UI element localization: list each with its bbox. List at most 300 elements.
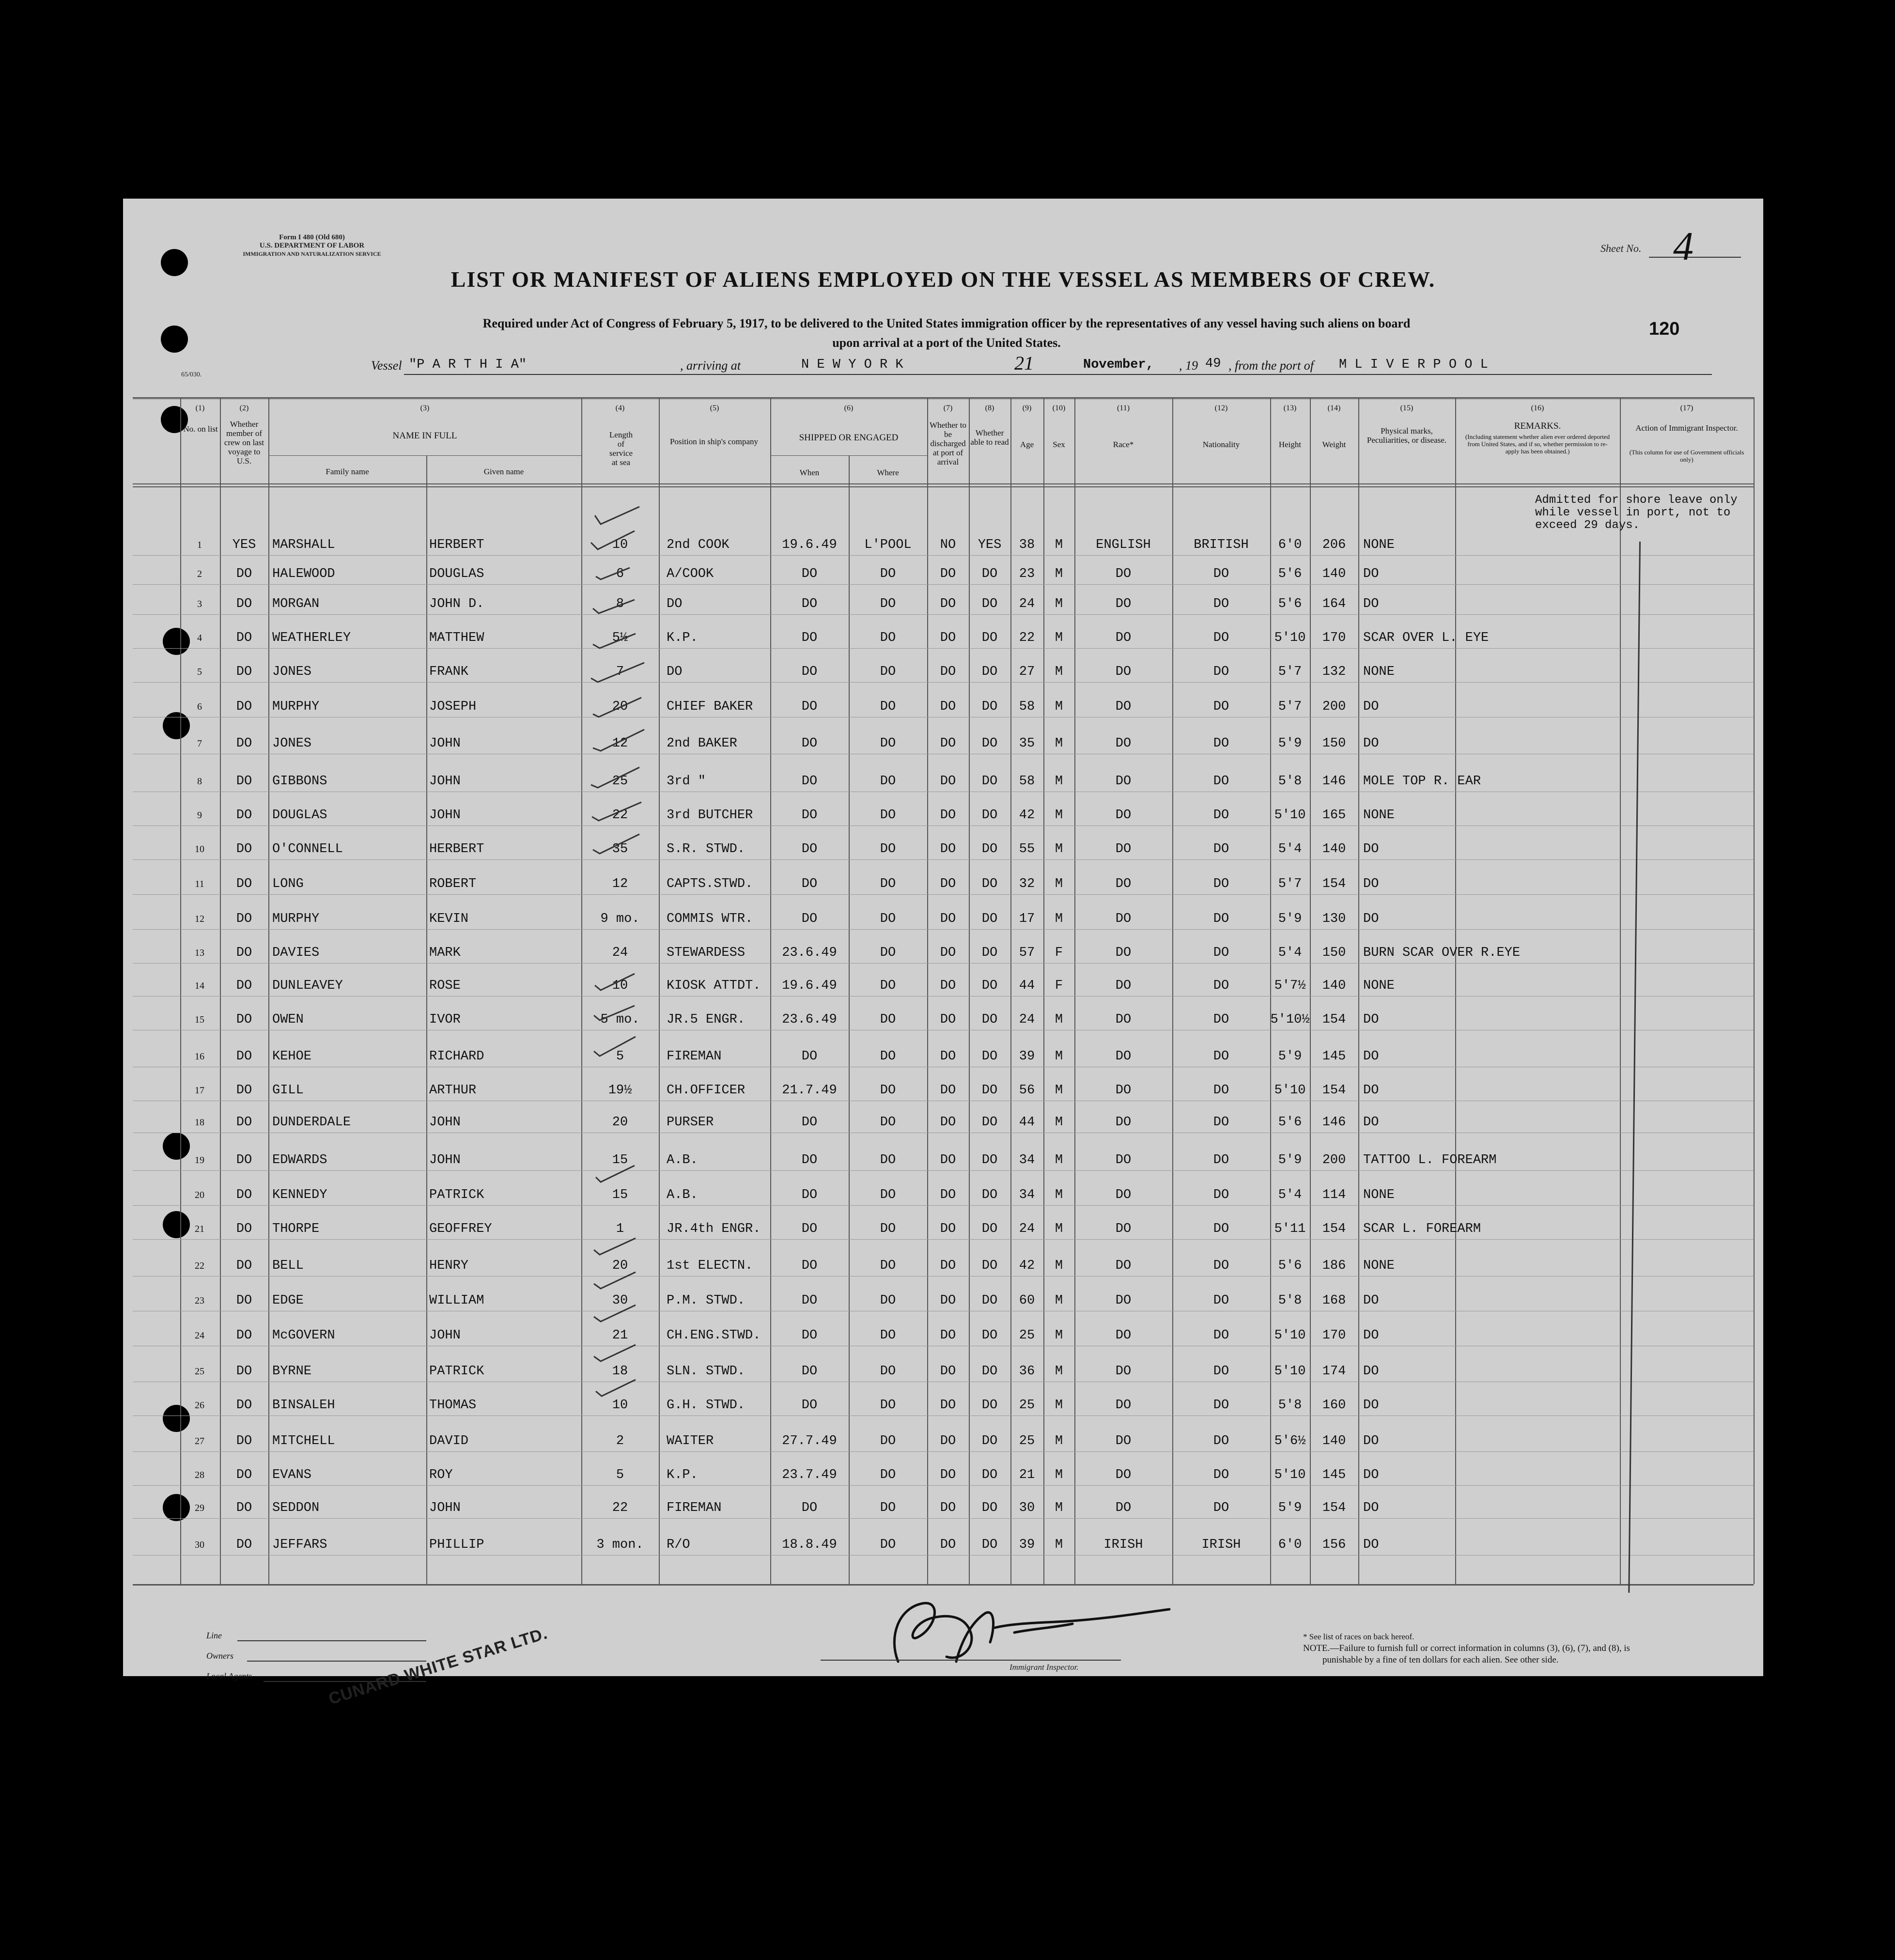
cell-marks: DO <box>1363 842 1379 856</box>
cell-weight: 170 <box>1322 1328 1346 1343</box>
cell-nat: DO <box>1213 1501 1229 1515</box>
col-8-number: (8) <box>985 404 994 412</box>
cell-given: ROY <box>429 1468 453 1482</box>
row-number: 13 <box>195 948 204 958</box>
cell-where: DO <box>880 877 896 891</box>
cell-position: COMMIS WTR. <box>667 912 753 926</box>
cell-race: DO <box>1115 1049 1132 1064</box>
cell-disch: DO <box>940 877 956 891</box>
cell-weight: 150 <box>1322 946 1346 960</box>
cell-service: 5 mo. <box>600 1012 640 1027</box>
row-number: 23 <box>195 1295 204 1306</box>
cell-read: DO <box>981 597 998 611</box>
col-14-number: (14) <box>1327 404 1341 412</box>
cell-where: DO <box>880 736 896 751</box>
cell-crew: DO <box>236 877 252 891</box>
form-department: U.S. DEPARTMENT OF LABOR <box>259 242 365 249</box>
cell-service: 3 mon. <box>596 1538 644 1552</box>
cell-position: 2nd COOK <box>667 538 730 552</box>
cell-family: MURPHY <box>272 700 320 714</box>
cell-age: 27 <box>1019 665 1035 679</box>
cell-where: DO <box>880 1364 896 1379</box>
cell-family: GILL <box>272 1083 304 1098</box>
cell-disch: DO <box>940 736 956 751</box>
cell-service: 10 <box>612 538 628 552</box>
cell-disch: DO <box>940 808 956 823</box>
cell-nat: DO <box>1213 567 1229 581</box>
cell-where: DO <box>880 1083 896 1098</box>
cell-sex: M <box>1055 1328 1063 1343</box>
row-rule <box>133 614 1754 615</box>
row-number: 27 <box>195 1436 204 1447</box>
cell-age: 42 <box>1019 1259 1035 1273</box>
cell-age: 22 <box>1019 631 1035 645</box>
cell-crew: DO <box>236 946 252 960</box>
cell-when: DO <box>801 1222 818 1236</box>
arrival-port: N E W Y O R K <box>801 358 903 372</box>
cell-weight: 140 <box>1322 1434 1346 1448</box>
cell-age: 17 <box>1019 912 1035 926</box>
row-rule <box>133 894 1754 895</box>
cell-given: JOHN <box>429 1328 461 1343</box>
cell-nat: DO <box>1213 1083 1229 1098</box>
year-prefix: , 19 <box>1179 358 1198 373</box>
row-number: 22 <box>195 1260 204 1271</box>
cell-where: DO <box>880 1538 896 1552</box>
cell-disch: DO <box>940 700 956 714</box>
cell-weight: 168 <box>1322 1293 1346 1308</box>
cell-nat: DO <box>1213 1259 1229 1273</box>
cell-nat: IRISH <box>1201 1538 1241 1552</box>
cell-weight: 154 <box>1322 877 1346 891</box>
cell-height: 5'6 <box>1278 1115 1302 1130</box>
cell-read: DO <box>981 1049 998 1064</box>
cell-crew: DO <box>236 700 252 714</box>
cell-race: DO <box>1115 877 1132 891</box>
cell-height: 5'9 <box>1278 736 1302 751</box>
cell-service: 18 <box>612 1364 628 1379</box>
cell-crew: DO <box>236 808 252 823</box>
cell-age: 57 <box>1019 946 1035 960</box>
cell-sex: M <box>1055 1012 1063 1027</box>
cell-sex: F <box>1055 979 1063 993</box>
cell-age: 38 <box>1019 538 1035 552</box>
cell-nat: DO <box>1213 774 1229 789</box>
cell-race: DO <box>1115 1012 1132 1027</box>
cell-sex: M <box>1055 1364 1063 1379</box>
col-3-number: (3) <box>420 404 430 412</box>
cell-nat: DO <box>1213 877 1229 891</box>
cell-disch: DO <box>940 979 956 993</box>
cell-service: 5 <box>616 1468 624 1482</box>
cell-height: 5'6 <box>1278 567 1302 581</box>
cell-race: DO <box>1115 736 1132 751</box>
cell-race: DO <box>1115 912 1132 926</box>
row-number: 21 <box>195 1224 204 1234</box>
cell-race: DO <box>1115 842 1132 856</box>
cell-nat: DO <box>1213 1153 1229 1167</box>
cell-marks: DO <box>1363 1115 1379 1130</box>
col-13-header: Height <box>1278 440 1302 449</box>
cell-family: JONES <box>272 736 312 751</box>
cell-height: 5'10 <box>1274 1328 1306 1343</box>
cell-crew: DO <box>236 1153 252 1167</box>
cell-height: 5'10 <box>1274 1083 1306 1098</box>
row-number: 26 <box>195 1400 204 1411</box>
col-4-number: (4) <box>615 404 625 412</box>
cell-disch: DO <box>940 842 956 856</box>
cell-race: ENGLISH <box>1096 538 1151 552</box>
cell-sex: M <box>1055 1153 1063 1167</box>
cell-sex: M <box>1055 597 1063 611</box>
cell-position: KIOSK ATTDT. <box>667 979 761 993</box>
cell-nat: DO <box>1213 1364 1229 1379</box>
races-note: * See list of races on back hereof. <box>1303 1632 1414 1641</box>
cell-crew: DO <box>236 1328 252 1343</box>
cell-age: 60 <box>1019 1293 1035 1308</box>
cell-read: DO <box>981 567 998 581</box>
cell-family: MITCHELL <box>272 1434 335 1448</box>
cell-service: 20 <box>612 1115 628 1130</box>
cell-service: 10 <box>612 1398 628 1413</box>
sheet-number: 4 <box>1673 224 1693 269</box>
cell-age: 35 <box>1019 736 1035 751</box>
cell-crew: DO <box>236 736 252 751</box>
cell-weight: 146 <box>1322 1115 1346 1130</box>
cell-crew: DO <box>236 1188 252 1202</box>
cell-nat: DO <box>1213 1468 1229 1482</box>
col-10-number: (10) <box>1052 404 1066 412</box>
cell-when: DO <box>801 808 818 823</box>
row-number: 5 <box>197 667 202 677</box>
punch-hole <box>163 1211 190 1238</box>
cell-where: DO <box>880 1468 896 1482</box>
cell-disch: DO <box>940 1501 956 1515</box>
col-15-number: (15) <box>1400 404 1413 412</box>
cell-height: 5'6 <box>1278 1259 1302 1273</box>
cell-service: 15 <box>612 1188 628 1202</box>
cell-sex: M <box>1055 538 1063 552</box>
cell-nat: DO <box>1213 736 1229 751</box>
cell-height: 5'8 <box>1278 1398 1302 1413</box>
cell-age: 44 <box>1019 979 1035 993</box>
cell-crew: DO <box>236 631 252 645</box>
departure-port: M L I V E R P O O L <box>1339 358 1488 372</box>
cell-when: DO <box>801 1364 818 1379</box>
cell-given: HENRY <box>429 1259 469 1273</box>
cell-weight: 160 <box>1322 1398 1346 1413</box>
cell-disch: DO <box>940 1434 956 1448</box>
cell-sex: M <box>1055 1188 1063 1202</box>
cell-crew: DO <box>236 1364 252 1379</box>
cell-family: MORGAN <box>272 597 320 611</box>
cell-marks: DO <box>1363 1398 1379 1413</box>
cell-height: 5'10 <box>1274 631 1306 645</box>
cell-marks: SCAR L. FOREARM <box>1363 1222 1481 1236</box>
cell-when: 19.6.49 <box>782 538 837 552</box>
cell-service: 24 <box>612 946 628 960</box>
cell-family: EDWARDS <box>272 1153 327 1167</box>
col-12-number: (12) <box>1214 404 1228 412</box>
cell-read: DO <box>981 1501 998 1515</box>
cell-height: 5'10 <box>1274 1468 1306 1482</box>
cell-family: LONG <box>272 877 304 891</box>
cell-weight: 165 <box>1322 808 1346 823</box>
cell-height: 5'9 <box>1278 1153 1302 1167</box>
cell-service: 25 <box>612 774 628 789</box>
cell-disch: DO <box>940 1328 956 1343</box>
cell-marks: NONE <box>1363 538 1395 552</box>
cell-marks: DO <box>1363 912 1379 926</box>
cell-family: JONES <box>272 665 312 679</box>
cell-race: DO <box>1115 631 1132 645</box>
col-9-number: (9) <box>1022 404 1032 412</box>
row-number: 16 <box>195 1051 204 1062</box>
row-number: 19 <box>195 1155 204 1166</box>
cell-age: 36 <box>1019 1364 1035 1379</box>
cell-when: 23.7.49 <box>782 1468 837 1482</box>
cell-sex: M <box>1055 631 1063 645</box>
cell-disch: DO <box>940 1115 956 1130</box>
cell-disch: DO <box>940 631 956 645</box>
cell-age: 25 <box>1019 1398 1035 1413</box>
cell-position: 3rd BUTCHER <box>667 808 753 823</box>
cell-position: G.H. STWD. <box>667 1398 746 1413</box>
col-8-header: Whether able to read <box>970 428 1009 447</box>
cell-given: JOHN <box>429 774 461 789</box>
row-number: 2 <box>197 569 202 579</box>
cell-age: 24 <box>1019 597 1035 611</box>
cell-crew: DO <box>236 1501 252 1515</box>
cell-age: 39 <box>1019 1049 1035 1064</box>
cell-read: DO <box>981 774 998 789</box>
cell-crew: DO <box>236 1012 252 1027</box>
cell-when: 23.6.49 <box>782 946 837 960</box>
cell-race: DO <box>1115 1115 1132 1130</box>
punch-hole <box>163 1133 190 1160</box>
col-2-number: (2) <box>239 404 249 412</box>
cell-given: IVOR <box>429 1012 461 1027</box>
cell-weight: 130 <box>1322 912 1346 926</box>
cell-when: DO <box>801 877 818 891</box>
cell-read: DO <box>981 1398 998 1413</box>
cell-crew: DO <box>236 597 252 611</box>
cell-when: DO <box>801 842 818 856</box>
cell-where: DO <box>880 774 896 789</box>
cell-nat: DO <box>1213 842 1229 856</box>
cell-service: 30 <box>612 1293 628 1308</box>
cell-crew: DO <box>236 1468 252 1482</box>
document-subtitle <box>317 314 1576 353</box>
row-rule <box>133 1518 1754 1519</box>
cell-height: 5'4 <box>1278 1188 1302 1202</box>
cell-height: 5'9 <box>1278 912 1302 926</box>
cell-marks: DO <box>1363 1083 1379 1098</box>
cell-where: DO <box>880 1153 896 1167</box>
row-number: 4 <box>197 633 202 643</box>
cell-where: DO <box>880 1434 896 1448</box>
cell-read: DO <box>981 842 998 856</box>
cell-family: DUNDERDALE <box>272 1115 351 1130</box>
col-5-header: Position in ship's company <box>669 437 759 446</box>
cell-crew: DO <box>236 1538 252 1552</box>
cell-nat: DO <box>1213 1115 1229 1130</box>
cell-read: DO <box>981 665 998 679</box>
col-11-number: (11) <box>1117 404 1130 412</box>
cell-nat: DO <box>1213 912 1229 926</box>
cell-weight: 140 <box>1322 567 1346 581</box>
col-11-header: Race* <box>1113 440 1134 449</box>
cell-marks: SCAR OVER L. EYE <box>1363 631 1489 645</box>
cell-when: DO <box>801 1259 818 1273</box>
col-7-header: Whether to be discharged at port of arrival <box>930 420 966 467</box>
form-number: Form I 480 (Old 680) <box>279 233 345 241</box>
punch-hole <box>163 628 190 655</box>
cell-marks: DO <box>1363 1293 1379 1308</box>
cell-given: ARTHUR <box>429 1083 477 1098</box>
cell-service: 1 <box>616 1222 624 1236</box>
col-14-header: Weight <box>1322 440 1346 449</box>
page-number: 120 <box>1649 319 1680 339</box>
col-13-number: (13) <box>1283 404 1297 412</box>
cell-sex: M <box>1055 912 1063 926</box>
penalty-note-line-1: NOTE.—Failure to furnish full or correct information in columns (3), (6), (7), and (8), is <box>1303 1643 1630 1653</box>
cell-height: 6'0 <box>1278 538 1302 552</box>
row-rule <box>133 1170 1754 1171</box>
cell-sex: M <box>1055 808 1063 823</box>
cell-service: 21 <box>612 1328 628 1343</box>
cell-when: DO <box>801 736 818 751</box>
cell-read: DO <box>981 808 998 823</box>
cell-age: 30 <box>1019 1501 1035 1515</box>
cell-when: DO <box>801 1293 818 1308</box>
cell-marks: DO <box>1363 700 1379 714</box>
cell-weight: 140 <box>1322 842 1346 856</box>
cell-weight: 156 <box>1322 1538 1346 1552</box>
cell-position: FIREMAN <box>667 1501 722 1515</box>
cell-race: DO <box>1115 700 1132 714</box>
row-number: 30 <box>195 1540 204 1550</box>
cell-sex: M <box>1055 665 1063 679</box>
cell-disch: DO <box>940 1538 956 1552</box>
col-17-number: (17) <box>1680 404 1693 412</box>
cell-read: DO <box>981 877 998 891</box>
col-5-number: (5) <box>710 404 719 412</box>
cell-where: DO <box>880 700 896 714</box>
when-header: When <box>799 468 820 477</box>
from-port-label: , from the port of <box>1228 358 1314 373</box>
subtitle-line-2: upon arrival at a port of the United States. <box>832 336 1061 350</box>
sheet-label: Sheet No. <box>1600 242 1642 254</box>
cell-position: CH.ENG.STWD. <box>667 1328 761 1343</box>
cell-disch: DO <box>940 1012 956 1027</box>
cell-marks: DO <box>1363 1049 1379 1064</box>
cell-height: 5'9 <box>1278 1049 1302 1064</box>
cell-crew: DO <box>236 1293 252 1308</box>
cell-weight: 206 <box>1322 538 1346 552</box>
cell-where: DO <box>880 631 896 645</box>
col-15-header: Physical marks, Peculiarities, or disease. <box>1367 426 1447 445</box>
col-3-header: NAME IN FULL <box>392 431 457 441</box>
cell-height: 5'4 <box>1278 842 1302 856</box>
given-name-header: Given name <box>483 467 524 476</box>
cell-service: 12 <box>612 877 628 891</box>
cell-family: SEDDON <box>272 1501 320 1515</box>
cell-service: 22 <box>612 808 628 823</box>
cell-race: DO <box>1115 567 1132 581</box>
cell-position: FIREMAN <box>667 1049 722 1064</box>
cell-sex: F <box>1055 946 1063 960</box>
cell-height: 5'7 <box>1278 700 1302 714</box>
cell-marks: DO <box>1363 1364 1379 1379</box>
manifest-sheet <box>123 199 1763 1709</box>
cell-position: JR.4th ENGR. <box>667 1222 761 1236</box>
cell-family: O'CONNELL <box>272 842 343 856</box>
cell-marks: TATTOO L. FOREARM <box>1363 1153 1497 1167</box>
cell-disch: DO <box>940 774 956 789</box>
cell-race: DO <box>1115 1398 1132 1413</box>
cell-height: 5'11 <box>1274 1222 1306 1236</box>
cell-read: YES <box>978 538 1002 552</box>
cell-when: DO <box>801 1153 818 1167</box>
cell-given: DOUGLAS <box>429 567 484 581</box>
cell-given: MARK <box>429 946 461 960</box>
cell-given: JOHN <box>429 736 461 751</box>
cell-family: DAVIES <box>272 946 320 960</box>
cell-read: DO <box>981 1115 998 1130</box>
cell-weight: 186 <box>1322 1259 1346 1273</box>
cell-given: JOHN <box>429 808 461 823</box>
cell-given: JOHN <box>429 1153 461 1167</box>
cell-marks: DO <box>1363 1468 1379 1482</box>
cell-given: JOHN D. <box>429 597 484 611</box>
row-rule <box>133 859 1754 860</box>
cell-marks: DO <box>1363 736 1379 751</box>
cell-given: JOSEPH <box>429 700 477 714</box>
cell-weight: 132 <box>1322 665 1346 679</box>
cell-race: DO <box>1115 1364 1132 1379</box>
row-rule <box>133 682 1754 683</box>
cell-sex: M <box>1055 736 1063 751</box>
cell-service: 12 <box>612 736 628 751</box>
cell-nat: DO <box>1213 1188 1229 1202</box>
line-label: Line <box>206 1631 222 1640</box>
cell-race: DO <box>1115 1468 1132 1482</box>
row-number: 11 <box>195 879 204 889</box>
cell-where: L'POOL <box>864 538 912 552</box>
cell-weight: 164 <box>1322 597 1346 611</box>
cell-race: DO <box>1115 1222 1132 1236</box>
cell-family: KENNEDY <box>272 1188 327 1202</box>
cell-position: CH.OFFICER <box>667 1083 746 1098</box>
cell-race: DO <box>1115 597 1132 611</box>
cell-when: DO <box>801 912 818 926</box>
cell-where: DO <box>880 842 896 856</box>
cell-weight: 170 <box>1322 631 1346 645</box>
cell-when: DO <box>801 665 818 679</box>
cell-position: CAPTS.STWD. <box>667 877 753 891</box>
cell-nat: BRITISH <box>1194 538 1249 552</box>
cell-nat: DO <box>1213 1049 1229 1064</box>
cell-service: 22 <box>612 1501 628 1515</box>
cell-family: BYRNE <box>272 1364 312 1379</box>
cell-sex: M <box>1055 1083 1063 1098</box>
arrival-day: 21 <box>1014 352 1034 374</box>
cell-sex: M <box>1055 1468 1063 1482</box>
cell-age: 21 <box>1019 1468 1035 1482</box>
punch-hole <box>163 1405 190 1432</box>
row-number: 9 <box>197 810 202 821</box>
